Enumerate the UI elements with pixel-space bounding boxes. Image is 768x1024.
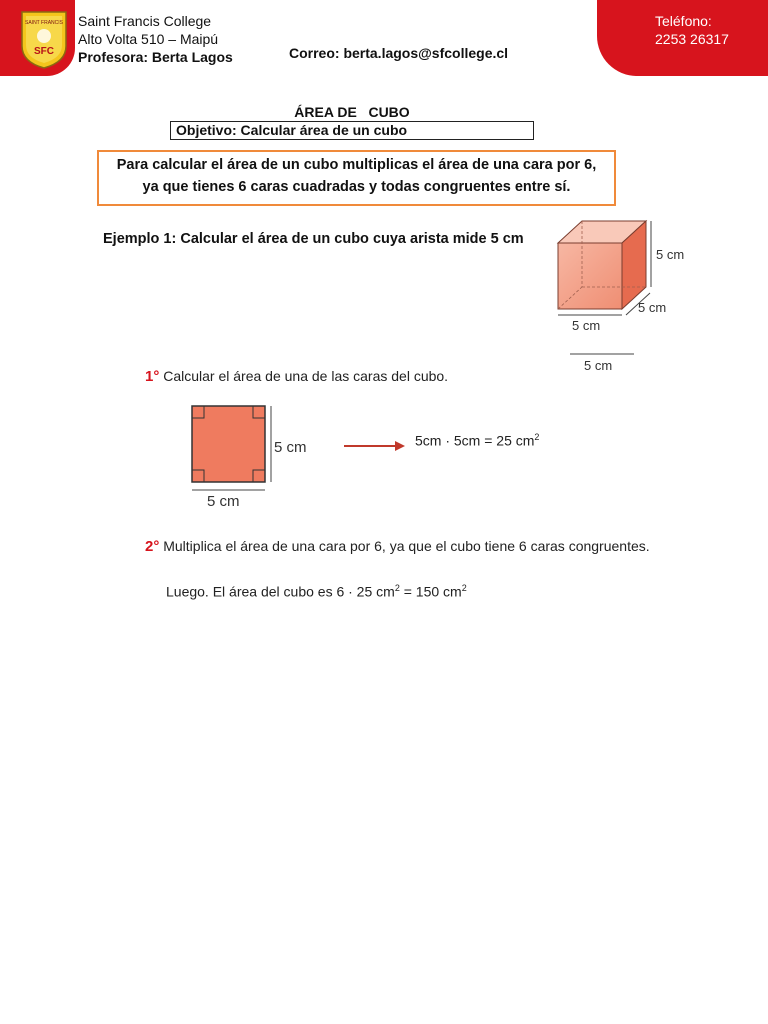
square-face: [192, 406, 265, 482]
step-1-number: 1°: [145, 368, 160, 385]
info-line-1: Para calcular el área de un cubo multiplicas el área de una cara por 6,: [116, 157, 597, 173]
page-title: ÁREA DE CUBO: [294, 104, 410, 120]
cube-height-label: 5 cm: [656, 247, 685, 262]
teacher-name: Profesora: Berta Lagos: [78, 49, 233, 65]
school-name: Saint Francis College: [78, 13, 212, 29]
face-area-formula: 5cm · 5cm = 25 $cm^2$: [415, 432, 540, 449]
objective-box: Objetivo: Calcular área de un cubo: [170, 121, 534, 140]
phone-block: [655, 12, 729, 48]
info-line-2: ya que tienes 6 caras cuadradas y todas congruentes entre sí.: [142, 179, 571, 195]
square-face-diagram: [185, 398, 565, 513]
step-2-text: Multiplica el área de una cara por 6, ya que el cubo tiene 6 caras congruentes.: [163, 538, 650, 554]
phone-label: Teléfono:: [655, 13, 712, 29]
step-1-text: Calcular el área de una de las caras del cubo.: [163, 368, 449, 384]
step-2-number: 2°: [145, 538, 160, 555]
cube-diagram: [550, 215, 700, 380]
cube-depth-label: 5 cm: [638, 300, 667, 315]
info-box: [97, 150, 616, 206]
crest-initials: SFC: [34, 46, 54, 57]
cube-front-face: [558, 243, 622, 309]
example-statement: Ejemplo 1: Calcular el área de un cubo cuya arista mide 5 cm: [103, 231, 524, 247]
phone-number: 2253 26317: [655, 31, 729, 47]
square-bottom-label: 5 cm: [207, 493, 240, 510]
step-2: [145, 538, 650, 555]
teacher-email: Correo: berta.lagos@sfcollege.cl: [289, 45, 509, 61]
square-side-label: 5 cm: [274, 439, 307, 456]
school-crest-logo: [18, 8, 70, 70]
conclusion: Luego. El área del cubo es 6 · 25 $cm^2 = 150$ $cm^2$: [166, 583, 467, 600]
school-address: Alto Volta 510 – Maipú: [78, 31, 219, 47]
cube-extra-label: 5 cm: [584, 358, 613, 373]
school-info: [78, 12, 233, 66]
crest-top-text: SAINT FRANCIS: [25, 20, 63, 26]
cube-width-label: 5 cm: [572, 318, 601, 333]
step-1: [145, 368, 448, 385]
